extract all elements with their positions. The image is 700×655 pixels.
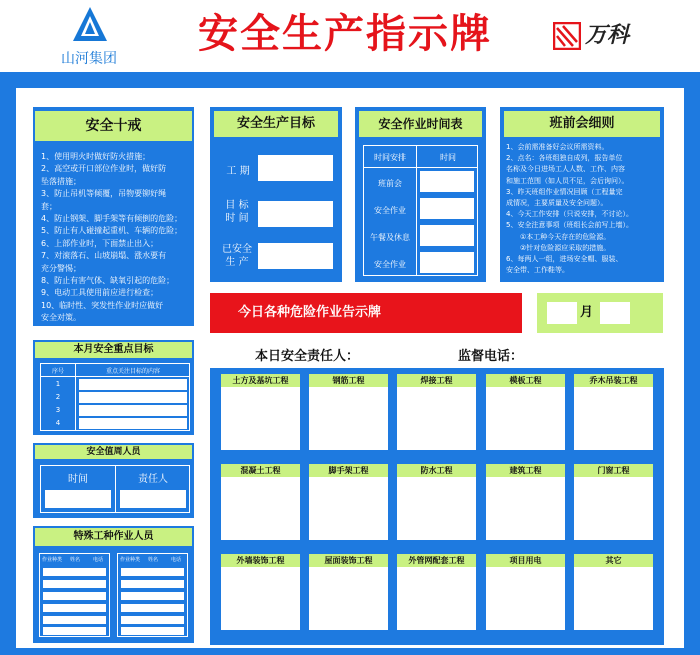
work-type-label: 外管网配套工程 (397, 554, 476, 567)
monthly-goal-content (79, 392, 187, 403)
special-workers-panel (33, 526, 194, 643)
vanke-logo (553, 20, 663, 52)
work-type-notice-area (574, 387, 653, 450)
schedule-row-value (420, 252, 474, 273)
ten-rules-text (41, 151, 191, 325)
monthly-goal-content (79, 405, 187, 416)
special-row (121, 592, 184, 600)
work-type-notice-area (309, 477, 388, 540)
work-type-label: 模板工程 (486, 374, 565, 387)
text-line: 5、安全注意事项（班组长会前写上墙）。 (506, 221, 633, 230)
monthly-goals-col-content: 重点关注目标的内容 (105, 368, 160, 375)
work-type-notice-area (309, 567, 388, 630)
day-value (600, 302, 630, 324)
monthly-goals-title: 本月安全重点目标 (35, 342, 192, 358)
special-col-name: 姓名 (147, 557, 158, 563)
work-type-label: 脚手架工程 (309, 464, 388, 477)
goal-label-period: 工 期 (226, 166, 250, 177)
work-type-label: 其它 (574, 554, 653, 567)
work-type-cell (397, 554, 476, 630)
work-type-cell (221, 374, 300, 450)
monthly-goals-table (40, 363, 190, 431)
vanke-mark-icon (553, 22, 581, 50)
goal-value-period (258, 155, 333, 181)
work-type-label: 混凝土工程 (221, 464, 300, 477)
logo-right-text: 万科 (585, 23, 630, 48)
work-type-cell (486, 464, 565, 540)
special-col-phone: 电话 (170, 557, 181, 563)
work-type-notice-area (486, 387, 565, 450)
schedule-row-label: 班前会 (378, 179, 402, 188)
shanhe-logo (44, 6, 134, 66)
patrol-title: 安全值周人员 (35, 445, 192, 459)
work-type-notice-area (221, 477, 300, 540)
goals-panel (210, 107, 342, 282)
text-line: 安全对策。 (41, 313, 81, 323)
text-line: ①本工种今天存在的危险源。 (520, 232, 611, 241)
patrol-table (40, 465, 190, 513)
work-type-notice-area (397, 477, 476, 540)
patrol-person-value (120, 490, 186, 508)
work-type-notice-area (397, 387, 476, 450)
work-types-grid (210, 368, 664, 645)
text-line: 8、防止有害气体、缺氧引起的危险； (41, 276, 175, 286)
text-line: 9、电动工具使用前应进行检查； (41, 288, 159, 298)
special-row (43, 604, 106, 612)
work-type-label: 门窗工程 (574, 464, 653, 477)
text-line: 6、每两人一组，进场安全帽、服装、 (506, 255, 623, 264)
monthly-goals-panel (33, 340, 194, 435)
monthly-goal-index: 3 (55, 406, 61, 414)
patrol-col-person: 责任人 (138, 474, 168, 485)
work-type-cell (574, 464, 653, 540)
schedule-row-value (420, 171, 474, 192)
text-line: 坠落措施； (41, 176, 81, 186)
month-box (537, 293, 663, 333)
patrol-col-time: 时间 (68, 474, 88, 485)
schedule-row-value (420, 198, 474, 219)
work-type-notice-area (574, 567, 653, 630)
work-type-label: 外墙装饰工程 (221, 554, 300, 567)
meeting-title: 班前会细则 (504, 111, 660, 137)
special-row (43, 580, 106, 588)
goal-label-safe-days: 已安全 生 产 (222, 244, 252, 268)
work-type-cell (309, 374, 388, 450)
patrol-time-value (45, 490, 111, 508)
text-line: 6、上部作业时，下面禁止出入； (41, 238, 159, 248)
page-title: 安全生产指示牌 (198, 11, 492, 57)
special-row (121, 568, 184, 576)
work-type-cell (309, 554, 388, 630)
work-type-notice-area (221, 387, 300, 450)
goal-value-safe-days (258, 243, 333, 269)
work-type-label: 乔木吊装工程 (574, 374, 653, 387)
work-type-label: 钢筋工程 (309, 374, 388, 387)
work-type-label: 防水工程 (397, 464, 476, 477)
work-type-cell (221, 554, 300, 630)
special-col-type: 作业种类 (119, 557, 140, 563)
text-line: 4、防止钢架、脚手架等有倾倒的危险； (41, 214, 183, 224)
schedule-row-label: 安全作业 (374, 206, 406, 215)
special-col-name: 姓名 (69, 557, 80, 563)
responsible-person-label: 本日安全责任人： (255, 349, 360, 364)
work-type-notice-area (309, 387, 388, 450)
text-line: 1、使用明火时做好防火措施； (41, 152, 151, 161)
danger-notice-banner: 今日各种危险作业告示牌 (210, 293, 522, 333)
top-banner (0, 0, 700, 72)
work-type-cell (397, 464, 476, 540)
text-line: 2、高空或开口部位作业时，做好防 (41, 164, 167, 174)
goal-value-target (258, 201, 333, 227)
meeting-panel (500, 107, 664, 282)
meeting-text (506, 142, 662, 276)
work-type-label: 建筑工程 (486, 464, 565, 477)
work-type-cell (397, 374, 476, 450)
schedule-panel (355, 107, 486, 282)
monthly-goals-col-index: 序号 (51, 368, 64, 375)
text-line: ②针对危险源应采取的措施。 (520, 243, 611, 252)
special-workers-title: 特殊工种作业人员 (35, 528, 192, 546)
text-line: 成情况，主要质量及安全问题）。 (506, 199, 608, 208)
work-type-cell (574, 374, 653, 450)
text-line: 10、临时性、突发性作业时应做好 (41, 300, 164, 310)
special-col-phone: 电话 (92, 557, 103, 563)
special-row (43, 568, 106, 576)
special-row (121, 616, 184, 624)
special-row (121, 580, 184, 588)
special-row (121, 604, 184, 612)
work-type-notice-area (486, 477, 565, 540)
text-line: 3、昨天班组作业情况回顾（工程量完 (506, 187, 623, 196)
work-type-cell (221, 464, 300, 540)
work-type-cell (309, 464, 388, 540)
text-line: 2、点名：各班组独自成列，报告单位 (506, 154, 623, 163)
text-line: 充分警惕； (41, 263, 81, 273)
work-type-notice-area (574, 477, 653, 540)
schedule-col-time-slot: 时间安排 (374, 153, 406, 162)
monthly-goal-index: 4 (55, 419, 61, 427)
work-type-cell (486, 374, 565, 450)
patrol-panel (33, 443, 194, 518)
special-workers-table-left (39, 553, 110, 637)
text-line: 安全带、工作鞋等。 (506, 266, 569, 275)
text-line: 和施工范围（如人员不足，会后询问）。 (506, 176, 629, 185)
monthly-goal-index: 1 (55, 380, 61, 388)
work-type-cell (574, 554, 653, 630)
schedule-title: 安全作业时间表 (359, 111, 482, 137)
special-row (43, 627, 106, 635)
schedule-row-value (420, 225, 474, 246)
ten-rules-panel (33, 107, 194, 326)
month-label: 月 (580, 305, 594, 320)
month-value (547, 302, 577, 324)
text-line: 4、今天工作安排（只说安排，不讨论）。 (506, 210, 633, 219)
special-col-type: 作业种类 (41, 557, 62, 563)
schedule-table (363, 145, 478, 276)
logo-left-text: 山河集团 (61, 51, 117, 67)
text-line: 7、对滚落石、山坡崩塌、涨水要有 (41, 251, 167, 261)
schedule-col-time: 时间 (440, 153, 456, 162)
goals-title: 安全生产目标 (214, 111, 338, 137)
monthly-goal-index: 2 (55, 393, 61, 401)
monthly-goal-content (79, 418, 187, 429)
mountain-logo-icon (72, 6, 108, 42)
special-row (43, 616, 106, 624)
work-type-notice-area (397, 567, 476, 630)
text-line: 3、防止吊机等倾覆，吊物要铆好绳 (41, 189, 167, 199)
text-line: 1、会前需准备好会议所需资料。 (506, 143, 609, 151)
special-row (43, 592, 106, 600)
special-workers-table-right (117, 553, 188, 637)
supervision-phone-label: 监督电话： (458, 349, 524, 364)
goal-label-target: 目 标 时 间 (225, 200, 249, 224)
work-type-label: 土方及基坑工程 (221, 374, 300, 387)
special-row (121, 627, 184, 635)
text-line: 套； (41, 201, 57, 211)
work-type-notice-area (486, 567, 565, 630)
monthly-goal-content (79, 379, 187, 390)
schedule-row-label: 安全作业 (374, 260, 406, 269)
work-type-label: 项目用电 (486, 554, 565, 567)
work-type-notice-area (221, 567, 300, 630)
text-line: 名称及今日进场工人人数、工作、内容 (506, 165, 625, 174)
work-type-cell (486, 554, 565, 630)
work-type-label: 焊接工程 (397, 374, 476, 387)
text-line: 5、防止有人碰撞起重机、车辆的危险； (41, 226, 183, 236)
ten-rules-title: 安全十戒 (35, 111, 192, 141)
work-type-label: 屋面装饰工程 (309, 554, 388, 567)
schedule-row-label: 午餐及休息 (370, 233, 410, 242)
